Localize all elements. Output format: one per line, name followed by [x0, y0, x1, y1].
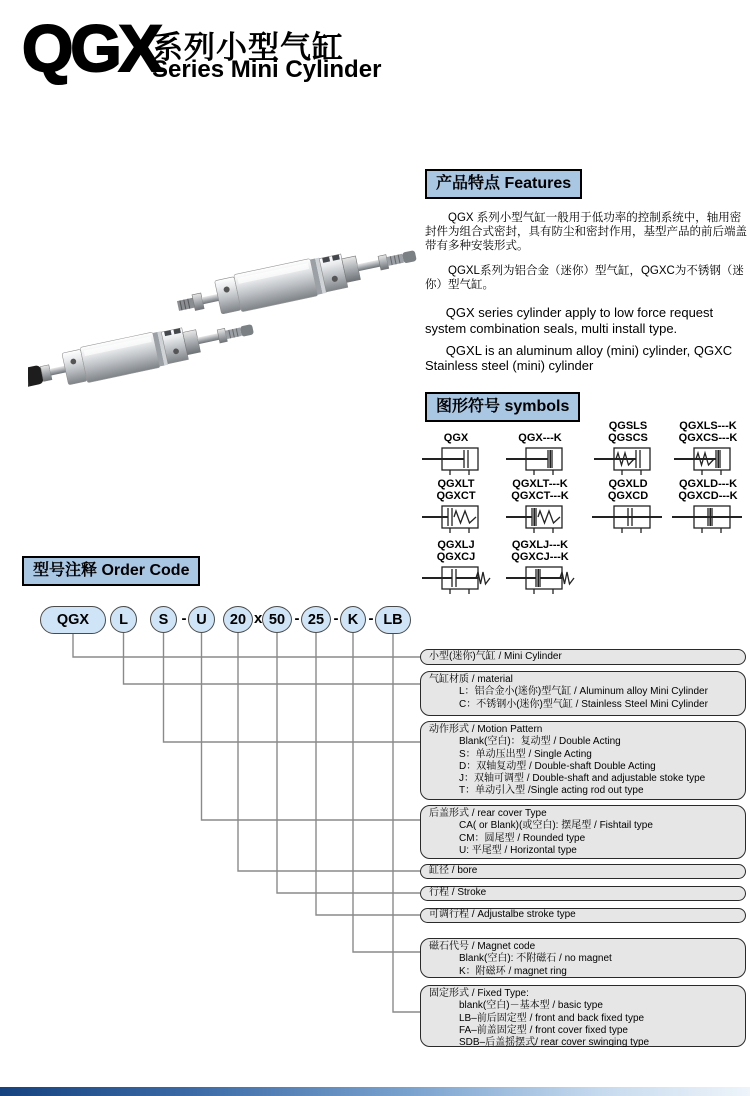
symbol-label: QGXLT---K: [512, 478, 568, 490]
symbol-labels: [416, 535, 496, 563]
box-line: S：单动压出型 / Single Acting: [459, 748, 592, 760]
symbol-cell-double-k: [668, 474, 748, 535]
features-paragraph-en-1: QGX series cylinder apply to low force request system combination seals, multi install type.: [425, 304, 714, 336]
pneumatic-symbol-icon: [504, 504, 576, 535]
symbol-labels: [500, 474, 580, 502]
symbol-label: QGX: [443, 431, 469, 444]
box-title: 后盖形式 / rear cover Type: [429, 808, 547, 819]
order-code-box-bore: [420, 864, 746, 879]
order-code-box-motion-pattern: [420, 721, 746, 800]
features-paragraph-zh-1: QGX 系列小型气缸一般用于低功率的控制系统中，轴用密封件为组合式密封，具有防尘和密封作用，基型产品的前后端盖带有多种安装形式。: [425, 212, 747, 252]
pneumatic-symbol-icon: [672, 504, 744, 535]
order-code-part-u: U: [188, 606, 215, 633]
order-code-part-20: 20: [223, 606, 253, 633]
box-line: T：单动引入型 /Single acting rod out type: [459, 785, 644, 797]
symbol-label: QGXCD---K: [678, 489, 738, 502]
features-heading: 产品特点 Features: [425, 169, 582, 199]
box-title: 气缸材质 / material: [429, 674, 513, 685]
box-title: 磁石代号 / Magnet code: [429, 941, 536, 952]
symbol-labels: [588, 416, 668, 444]
features-paragraph-zh-2: QGXL系列为铝合金（迷你）型气缸，QGXC为不锈钢（迷你）型气缸。: [425, 265, 744, 292]
symbol-labels: [416, 416, 496, 444]
symbol-cell-spring-left-k: [668, 416, 748, 477]
footer-accent-bar: [0, 1087, 750, 1096]
box-line: C：不锈钢小(迷你)型气缸 / Stainless Steel Mini Cylinder: [459, 698, 708, 710]
symbol-labels: [588, 474, 668, 502]
order-code-part-lb: LB: [375, 606, 411, 634]
box-title: 动作形式 / Motion Pattern: [429, 724, 543, 735]
box-line: L：铝合金小(迷你)型气缸 / Aluminum alloy Mini Cylinder: [459, 686, 708, 698]
symbol-label: QGXCJ: [436, 550, 476, 563]
box-title: 可调行程 / Adjustalbe stroke type: [429, 909, 576, 921]
order-code-part-50: 50: [262, 606, 292, 633]
symbol-label: QGXCT---K: [511, 489, 569, 502]
cylinder-front: [28, 312, 257, 402]
series-title-zh: 系列小型气缸: [152, 30, 344, 65]
box-line: blank(空白)－基本型 / basic type: [459, 1000, 603, 1012]
order-code-separator: -: [333, 610, 339, 627]
symbol-label: QGXCJ---K: [511, 550, 569, 563]
symbol-label: QGXCS---K: [678, 431, 738, 444]
pneumatic-symbol-icon: [592, 446, 664, 477]
product-photo: [28, 226, 428, 416]
order-code-box-rear-cover-type: [420, 805, 746, 859]
order-code-box-magnet-code: [420, 938, 746, 978]
symbol-label: QGSLS: [608, 420, 648, 432]
box-line: CM：圆尾型 / Rounded type: [459, 832, 586, 844]
order-code-box-fixed-type: [420, 985, 746, 1047]
order-code-separator: -: [368, 610, 374, 627]
symbol-cell-adjust-k: [500, 535, 580, 596]
box-line: CA( or Blank)(或空白): 摆尾型 / Fishtail type: [459, 820, 653, 832]
symbol-labels: [668, 416, 748, 444]
box-title: 缸径 / bore: [429, 865, 478, 877]
symbol-cell-adjust: [416, 535, 496, 596]
box-title: 固定形式 / Fixed Type:: [429, 988, 529, 999]
pneumatic-symbol-icon: [504, 446, 576, 477]
order-code-box-stroke: [420, 886, 746, 901]
symbol-labels: [416, 474, 496, 502]
series-title-en: Series Mini Cylinder: [152, 56, 382, 83]
symbol-cell-basic-k: [500, 416, 580, 477]
box-title: 小型(迷你)气缸 / Mini Cylinder: [429, 650, 562, 662]
symbol-label: QGXLJ: [437, 539, 475, 551]
symbol-labels: [500, 535, 580, 563]
symbol-label: QGXLD: [608, 478, 648, 490]
symbol-label: QGXCT: [436, 489, 476, 502]
box-line: FA–前盖固定型 / front cover fixed type: [459, 1024, 628, 1036]
pneumatic-symbol-icon: [420, 565, 492, 596]
box-title: 行程 / Stroke: [429, 887, 487, 899]
order-code-part-25: 25: [301, 606, 331, 633]
symbol-cell-basic: [416, 416, 496, 477]
order-code-part-qgx: QGX: [40, 606, 106, 634]
symbol-label: QGX---K: [518, 431, 562, 444]
symbol-labels: [668, 474, 748, 502]
pneumatic-symbol-icon: [420, 504, 492, 535]
order-code-box-material: [420, 671, 746, 716]
pneumatic-symbol-icon: [504, 565, 576, 596]
box-line: U: 平尾型 / Horizontal type: [459, 844, 577, 856]
brand-title: QGX: [22, 11, 160, 85]
order-code-part-k: K: [340, 606, 366, 633]
symbol-label: QGXCD: [607, 489, 649, 502]
order-code-part-s: S: [150, 606, 177, 633]
symbols-heading: 图形符号 symbols: [425, 392, 580, 422]
symbol-labels: [500, 416, 580, 444]
order-code-separator: -: [294, 610, 300, 627]
box-line: D：双轴复动型 / Double-shaft Double Acting: [459, 760, 656, 772]
symbol-label: QGXLD---K: [678, 478, 738, 490]
order-code-heading: 型号注释 Order Code: [22, 556, 200, 586]
features-paragraph-en-2: QGXL is an aluminum alloy (mini) cylinder, QGXC Stainless steel (mini) cylinder: [425, 342, 733, 374]
box-line: K：附磁环 / magnet ring: [459, 965, 567, 977]
cylinder-back: [174, 237, 420, 325]
symbol-cell-double: [588, 474, 668, 535]
pneumatic-symbol-icon: [592, 504, 664, 535]
symbol-cell-spring-left: [588, 416, 668, 477]
box-line: J：双轴可调型 / Double-shaft and adjustable stoke type: [459, 773, 706, 785]
order-code-box-adjustable-stroke: [420, 908, 746, 923]
order-code-part-l: L: [110, 606, 137, 633]
box-line: Blank(空白)：复动型 / Double Acting: [459, 736, 621, 748]
symbol-label: QGXLS---K: [679, 420, 737, 432]
order-code-box-mini-cylinder: [420, 649, 746, 665]
box-line: SDB–后盖摇摆式/ rear cover swinging type: [459, 1037, 650, 1049]
symbol-cell-spring-right-k: [500, 474, 580, 535]
pneumatic-symbol-icon: [672, 446, 744, 477]
order-code-separator: -: [181, 610, 187, 627]
box-line: Blank(空白): 不附磁石 / no magnet: [459, 953, 612, 965]
order-code-separator: x: [254, 610, 263, 627]
features-section: [425, 212, 747, 380]
box-line: LB–前后固定型 / front and back fixed type: [459, 1012, 645, 1024]
symbol-label: QGSCS: [608, 431, 648, 444]
symbol-cell-spring-right: [416, 474, 496, 535]
pneumatic-symbol-icon: [420, 446, 492, 477]
symbol-label: QGXLJ---K: [511, 539, 569, 551]
symbol-label: QGXLT: [437, 478, 475, 490]
